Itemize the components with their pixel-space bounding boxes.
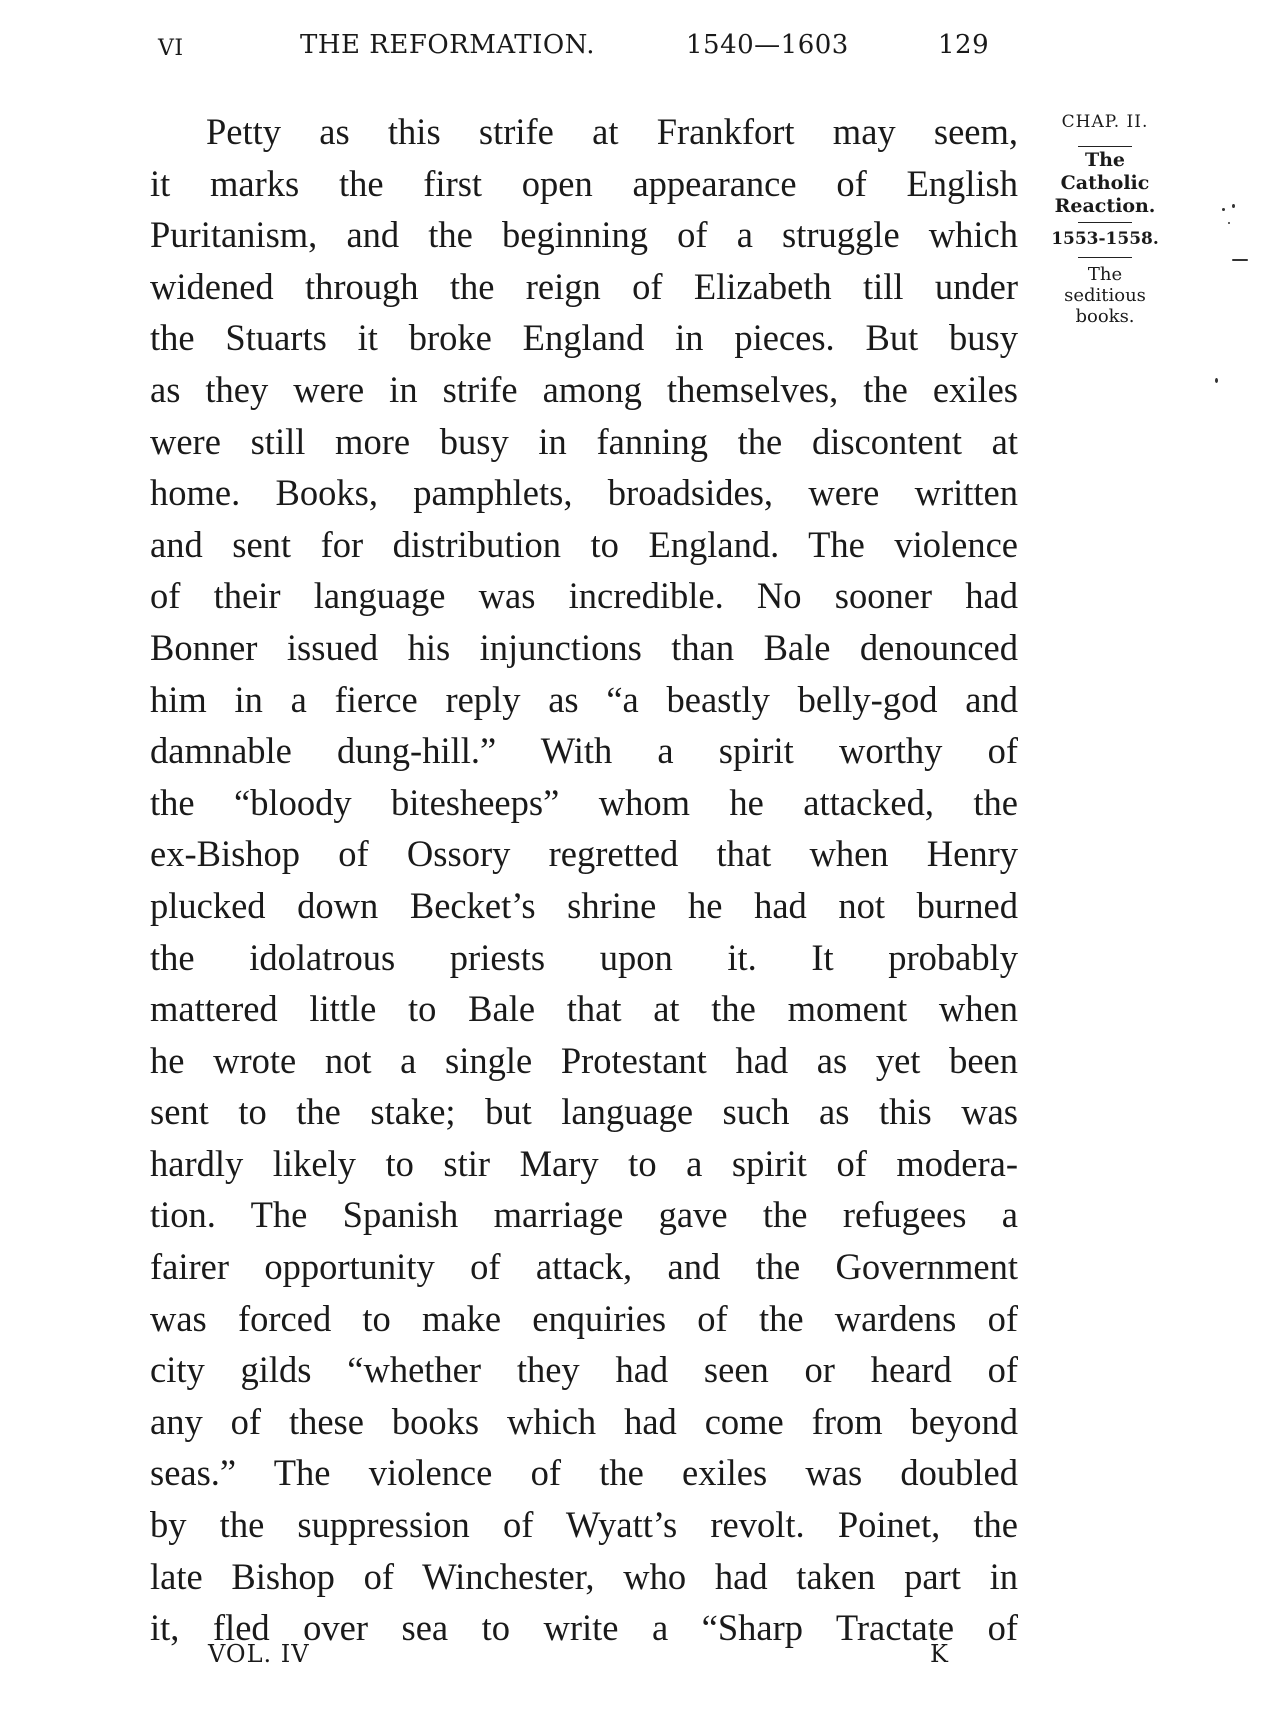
scan-speck xyxy=(1232,259,1248,261)
body-line: home. Books, pamphlets, broadsides, were written xyxy=(150,472,1018,514)
margin-rule xyxy=(1078,146,1132,147)
margin-rule xyxy=(1078,257,1132,258)
body-line: the Stuarts it broke England in pieces. But busy xyxy=(150,317,1018,359)
body-line: were still more busy in fanning the discontent at xyxy=(150,420,1018,462)
body-line: Bonner issued his injunctions than Bale denounced xyxy=(150,626,1018,668)
body-line: and sent for distribution to England. The violence xyxy=(150,523,1018,565)
body-line: sent to the stake; but language such as this was xyxy=(150,1091,1018,1133)
scan-speck xyxy=(1222,208,1225,211)
footer-volume: VOL. IV xyxy=(208,1640,310,1668)
body-text xyxy=(150,106,1018,1654)
body-line: city gilds “whether they had seen or heard of xyxy=(150,1349,1018,1391)
margin-topic xyxy=(1030,149,1180,218)
margin-subject-line: The xyxy=(1087,264,1123,285)
body-line: plucked down Becket’s shrine he had not burned xyxy=(150,884,1018,926)
margin-notes xyxy=(1030,112,1180,327)
body-line: hardly likely to stir Mary to a spirit of modera- xyxy=(150,1142,1018,1184)
body-line: fairer opportunity of attack, and the Government xyxy=(150,1246,1018,1288)
body-line: it marks the first open appearance of English xyxy=(150,162,1018,204)
body-line: damnable dung-hill.” With a spirit worthy of xyxy=(150,730,1018,772)
body-line: Puritanism, and the beginning of a struggle which xyxy=(150,214,1018,256)
margin-topic-line: The xyxy=(1084,149,1126,171)
margin-subject xyxy=(1030,264,1180,327)
running-head-title: THE REFORMATION. xyxy=(300,30,596,60)
scan-speck xyxy=(1228,222,1230,224)
body-line: him in a fierce reply as “a beastly belly-god and xyxy=(150,678,1018,720)
margin-topic-line: Reaction. xyxy=(1054,195,1156,217)
page-number: 129 xyxy=(938,30,990,60)
body-line: the idolatrous priests upon it. It probably xyxy=(150,936,1018,978)
body-line: widened through the reign of Elizabeth till under xyxy=(150,265,1018,307)
running-head xyxy=(150,28,1010,68)
margin-subject-line: seditious xyxy=(1064,285,1146,306)
body-line: ex-Bishop of Ossory regretted that when Henry xyxy=(150,833,1018,875)
body-line: tion. The Spanish marriage gave the refugees a xyxy=(150,1194,1018,1236)
margin-rule xyxy=(1078,222,1132,223)
body-line: was forced to make enquiries of the wardens of xyxy=(150,1297,1018,1339)
body-line: as they were in strife among themselves, the exiles xyxy=(150,368,1018,410)
running-head-dates: 1540—1603 xyxy=(686,30,849,60)
page-footer xyxy=(0,1640,1262,1680)
margin-years: 1553-1558. xyxy=(1051,229,1159,249)
running-head-chapter: VI xyxy=(158,36,184,61)
body-line: late Bishop of Winchester, who had taken part in xyxy=(150,1555,1018,1597)
scan-speck xyxy=(1232,204,1235,208)
body-line: any of these books which had come from beyond xyxy=(150,1400,1018,1442)
body-line: it, fled over sea to write a “Sharp Tractate of xyxy=(150,1607,1018,1649)
body-line: mattered little to Bale that at the moment when xyxy=(150,988,1018,1030)
body-line: by the suppression of Wyatt’s revolt. Poinet, the xyxy=(150,1504,1018,1546)
margin-topic-line: Catholic xyxy=(1060,172,1150,194)
scan-speck xyxy=(1215,378,1218,383)
footer-signature: K xyxy=(930,1640,949,1668)
margin-subject-line: books. xyxy=(1075,306,1135,327)
body-line: the “bloody bitesheeps” whom he attacked, the xyxy=(150,781,1018,823)
body-line: of their language was incredible. No sooner had xyxy=(150,575,1018,617)
margin-chapter: CHAP. II. xyxy=(1061,112,1149,132)
body-line: he wrote not a single Protestant had as yet been xyxy=(150,1039,1018,1081)
body-line: seas.” The violence of the exiles was doubled xyxy=(150,1452,1018,1494)
body-line: Petty as this strife at Frankfort may seem, xyxy=(206,111,1018,152)
